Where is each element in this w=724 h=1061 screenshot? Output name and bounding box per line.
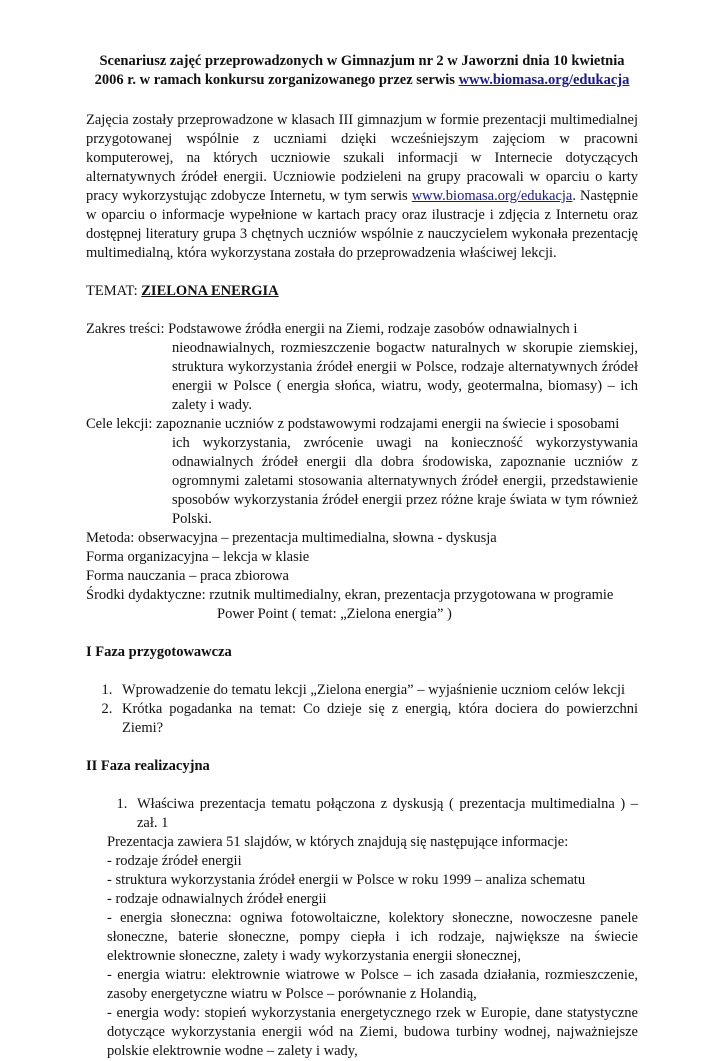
topic-title: ZIELONA ENERGIA [141, 283, 279, 299]
title-line-2: 2006 r. w ramach konkursu zorganizowanego przez serwis [94, 72, 455, 88]
list-item: 1. Wprowadzenie do tematu lekcji „Zielona energia” – wyjaśnienie uczniom celów lekcji [116, 681, 638, 700]
title-line-1: Scenariusz zajęć przeprowadzonych w Gimnazjum nr 2 w Jaworzni dnia 10 kwietnia [99, 53, 625, 69]
intro-paragraph: Zajęcia zostały przeprowadzone w klasach III gimnazjum w formie prezentacji multimedialnej przygotowanej wspólnie z uczniami dzięki wcześniejszym zajęciom w pracowni komputerowej, na których uczniowie szukali informacji w Internecie dotyczących alternatywnych źródeł energii. Uczniowie podzieleni na grupy pracowali w oparciu o karty pracy wykorzystując zdobycze Internetu, w tym serwis www.biomasa.org/edukacja. Następnie w oparciu o informacje wypełnione w kartach pracy oraz ilustracje i zdjęcia z Internetu oraz dostępnej literatury grupa 3 chętnych uczniów wspólnie z nauczycielem wykonała prezentację multimedialną, która wykorzystana została do przeprowadzenia właściwej lekcji. [86, 112, 639, 261]
phase-2-list [86, 795, 638, 833]
goals-section: Cele lekcji: zapoznanie uczniów z podstawowymi rodzajami energii na świecie i sposobami ich wykorzystania, zwrócenie uwagi na konieczność wykorzystywania odnawialnych źródeł energii dla dobra środowiska, zapoznanie uczniów z ogromnymi zaletami stosowania alternatywnych źródeł energii, przedstawienie sposobów wykorzystania źródeł energii przez różne kraje świata w tym również Polski. [86, 416, 638, 527]
organization-form-line: Forma organizacyjna – lekcja w klasie [86, 549, 310, 565]
scope-section: Zakres treści: Podstawowe źródła energii na Ziemi, rodzaje zasobów odnawialnych i nieodnawialnych, rozmieszczenie bogactw naturalnych w skorupie ziemskiej, struktura wykorzystania źródeł energii w Polsce, rodzaje alternatywnych źródeł energii w Polsce ( energia słońca, wiatru, wody, geotermalna, biomasy) – ich zalety i wady. [86, 321, 638, 413]
list-item: 1. Właściwa prezentacja tematu połączona z dyskusją ( prezentacja multimedialna ) – zał. 1 [131, 795, 638, 833]
title-link[interactable]: www.biomasa.org/edukacja [458, 72, 630, 88]
phase-1-list [86, 681, 638, 738]
document-title [86, 52, 638, 90]
phase-2-heading: II Faza realizacyjna [86, 758, 210, 774]
topic-heading: TEMAT: ZIELONA ENERGIA [86, 283, 279, 299]
presentation-details: Prezentacja zawiera 51 slajdów, w których znajdują się następujące informacje: - rodzaje źródeł energii - struktura wykorzystania źródeł energii w Polsce w roku 1999 – analiza schematu - rodzaje odnawialnych źródeł energii - energia słoneczna: ogniwa fotowoltaiczne, kolektory słoneczne, nowoczesne panele słoneczne, baterie słoneczne, pompy ciepła i ich rodzaje, największe na świecie elektrownie słoneczne, zalety i wady wykorzystania energii słonecznej, - energia wiatru: elektrownie wiatrowe w Polsce – ich zasada działania, rozmieszczenie, zasoby energetyczne wiatru w Polsce – porównanie z Holandią, - energia wody: stopień wykorzystania energetycznego rzek w Europie, dane statystyczne dotyczące wykorzystania energii wód na Ziemi, budowa turbiny wodnej, najważniejsze polskie elektrownie wodne – zalety i wady, [107, 834, 638, 1059]
teaching-form-line: Forma nauczania – praca zbiorowa [86, 568, 289, 584]
method-line: Metoda: obserwacyjna – prezentacja multimedialna, słowna - dyskusja [86, 530, 497, 546]
didactic-aids-section: Środki dydaktyczne: rzutnik multimedialny, ekran, prezentacja przygotowana w programie Power Point ( temat: „Zielona energia” ) [86, 587, 614, 622]
list-item: 2. Krótka pogadanka na temat: Co dzieje się z energią, która dociera do powierzchni Ziemi? [116, 700, 638, 738]
intro-link[interactable]: www.biomasa.org/edukacja [411, 188, 573, 204]
phase-1-heading: I Faza przygotowawcza [86, 644, 232, 660]
